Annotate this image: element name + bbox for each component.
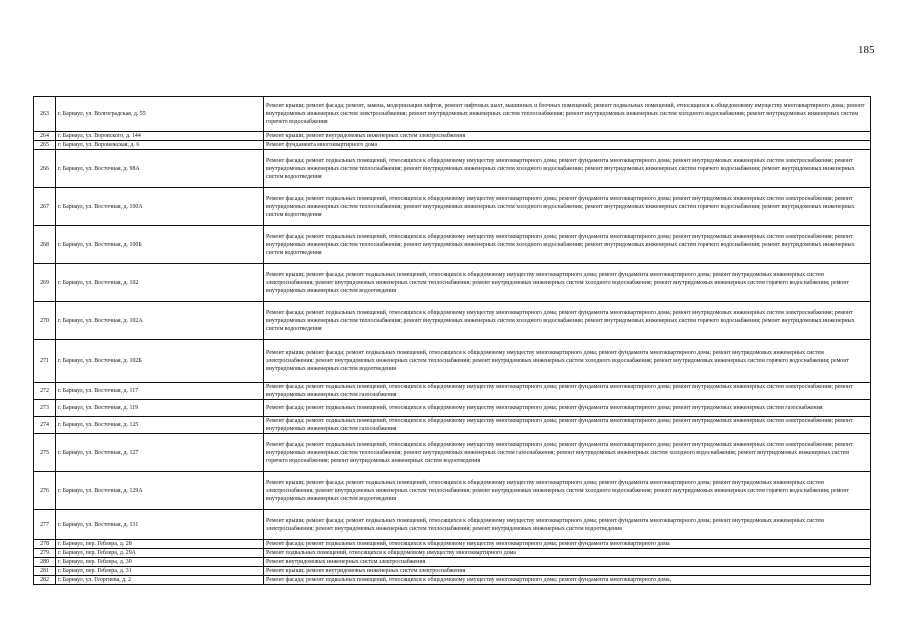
row-address: г. Барнаул, ул. Восточная, д. 117 [56,383,264,400]
row-number: 279 [34,549,56,558]
row-address: г. Барнаул, пер. Геблера, д. 29А [56,549,264,558]
row-works: Ремонт внутридомовых инженерных систем электроснабжения [264,558,871,567]
row-number: 276 [34,472,56,510]
row-address: г. Барнаул, ул. Восточная, д. 98А [56,150,264,188]
row-works: Ремонт фасада; ремонт подвальных помещений, относящихся к общедомовому имуществу многоквартирного дома; ремонт фундамента многоквартирного дома [264,540,871,549]
row-number: 271 [34,340,56,383]
row-number: 269 [34,264,56,302]
row-address: г. Барнаул, ул. Восточная, д. 102А [56,302,264,340]
row-number: 278 [34,540,56,549]
table-row [34,558,871,567]
row-works: Ремонт крыши; ремонт фасада; ремонт, замена, модернизация лифтов, ремонт лифтовых шахт, машинных и блочных помещений; ремонт подвальных помещений, относящихся к общедомовому имуществу многоквартирного дома; ремонт внутридомовых инженерных систем электроснабжения; ремонт внутридомовых инженерных систем теплоснабжения; ремонт внутридомовых инженерных систем холодного водоснабжения; ремонт внутридомовых инженерных систем горячего водоснабжения [264,97,871,132]
row-works: Ремонт крыши; ремонт внутридомовых инженерных систем электроснабжения [264,132,871,141]
row-works: Ремонт фасада; ремонт подвальных помещений, относящихся к общедомовому имуществу многоквартирного дома; ремонт фундамента многоквартирного дома; ремонт внутридомовых инженерных систем электроснабжения; ремонт внутридомовых инженерных систем теплоснабжения; ремонт внутридомовых инженерных систем холодного водоснабжения; ремонт внутридомовых инженерных систем горячего водоснабжения; ремонт внутридомовых инженерных систем водоотведения [264,226,871,264]
table-row [34,226,871,264]
row-number: 267 [34,188,56,226]
row-address: г. Барнаул, ул. Восточная, д. 119 [56,400,264,417]
row-number: 282 [34,576,56,585]
row-works: Ремонт фундамента многоквартирного дома [264,141,871,150]
page-number: 185 [858,44,875,56]
row-number: 281 [34,567,56,576]
row-address: г. Барнаул, ул. Воровского, д. 144 [56,132,264,141]
row-number: 266 [34,150,56,188]
row-number: 270 [34,302,56,340]
table-row [34,434,871,472]
row-address: г. Барнаул, ул. Восточная, д. 102 [56,264,264,302]
row-address: г. Барнаул, пер. Геблера, д. 30 [56,558,264,567]
row-address: г. Барнаул, ул. Восточная, д. 131 [56,510,264,540]
table-row [34,472,871,510]
row-works: Ремонт фасада; ремонт подвальных помещений, относящихся к общедомовому имуществу многоквартирного дома; ремонт фундамента многоквартирного дома; ремонт внутридомовых инженерных систем электроснабжения; ремонт внутридомовых инженерных систем теплоснабжения; ремонт внутридомовых инженерных систем холодного водоснабжения; ремонт внутридомовых инженерных систем горячего водоснабжения; ремонт внутридомовых инженерных систем водоотведения [264,150,871,188]
row-number: 274 [34,417,56,434]
row-works: Ремонт крыши; ремонт фасада; ремонт подвальных помещений, относящихся к общедомовому имуществу многоквартирного дома; ремонт фундамента многоквартирного дома; ремонт внутридомовых инженерных систем электроснабжения; ремонт внутридомовых инженерных систем теплоснабжения; ремонт внутридомовых инженерных систем холодного водоснабжения; ремонт внутридомовых инженерных систем горячего водоснабжения; ремонт внутридомовых инженерных систем водоотведения [264,264,871,302]
row-works: Ремонт крыши; ремонт внутридомовых инженерных систем электроснабжения [264,567,871,576]
row-number: 277 [34,510,56,540]
row-works: Ремонт фасада; ремонт подвальных помещений, относящихся к общедомовому имуществу многоквартирного дома; ремонт фундамента многоквартирного дома; ремонт внутридомовых инженерных систем электроснабжения; ремонт внутридомовых инженерных систем газоснабжения [264,417,871,434]
row-address: г. Барнаул, ул. Восточная, д. 125 [56,417,264,434]
table-row [34,576,871,585]
row-works: Ремонт фасада; ремонт подвальных помещений, относящихся к общедомовому имуществу многоквартирного дома; ремонт фундамента многоквартирного дома; ремонт внутридомовых инженерных систем электроснабжения; ремонт внутридомовых инженерных систем теплоснабжения; ремонт внутридомовых инженерных систем холодного водоснабжения; ремонт внутридомовых инженерных систем горячего водоснабжения; ремонт внутридомовых инженерных систем водоотведения [264,302,871,340]
row-works: Ремонт фасада; ремонт подвальных помещений, относящихся к общедомовому имуществу многоквартирного дома; ремонт фундамента многоквартирного дома; ремонт внутридомовых инженерных систем электроснабжения; ремонт внутридомовых инженерных систем теплоснабжения; ремонт внутридомовых инженерных систем газоснабжения; ремонт внутридомовых инженерных систем холодного водоснабжения; ремонт внутридомовых инженерных систем горячего водоснабжения; ремонт внутридомовых инженерных систем водоотведения [264,434,871,472]
row-works: Ремонт подвальных помещений, относящихся к общедомовому имуществу многоквартирного дома [264,549,871,558]
table-row [34,383,871,400]
row-number: 263 [34,97,56,132]
row-works: Ремонт фасада; ремонт подвальных помещений, относящихся к общедомовому имуществу многоквартирного дома; ремонт фундамента многоквартирного дома; ремонт внутридомовых инженерных систем электроснабжения; ремонт внутридомовых инженерных систем газоснабжения [264,383,871,400]
table-row [34,340,871,383]
row-works: Ремонт фасада; ремонт подвальных помещений, относящихся к общедомовому имуществу многоквартирного дома; ремонт фундамента многоквартирного дома; ремонт внутридомовых инженерных систем газоснабжения [264,400,871,417]
table-row [34,417,871,434]
table-row [34,132,871,141]
row-number: 273 [34,400,56,417]
row-address: г. Барнаул, пер. Геблера, д. 28 [56,540,264,549]
row-address: г. Барнаул, ул. Восточная, д. 100А [56,188,264,226]
row-address: г. Барнаул, ул. Восточная, д. 102Б [56,340,264,383]
table-row [34,540,871,549]
row-works: Ремонт фасада; ремонт подвальных помещений, относящихся к общедомовому имуществу многоквартирного дома; ремонт фундамента многоквартирного дома; ремонт внутридомовых инженерных систем электроснабжения; ремонт внутридомовых инженерных систем теплоснабжения; ремонт внутридомовых инженерных систем холодного водоснабжения; ремонт внутридомовых инженерных систем горячего водоснабжения; ремонт внутридомовых инженерных систем водоотведения [264,188,871,226]
table-row [34,510,871,540]
row-address: г. Барнаул, ул. Георгиева, д. 2 [56,576,264,585]
row-number: 280 [34,558,56,567]
row-number: 275 [34,434,56,472]
row-address: г. Барнаул, ул. Восточная, д. 127 [56,434,264,472]
table-row [34,567,871,576]
table-row [34,97,871,132]
row-works: Ремонт фасада; ремонт подвальных помещений, относящихся к общедомовому имуществу многоквартирного дома; ремонт фундамента многоквартирного дома, [264,576,871,585]
row-number: 265 [34,141,56,150]
row-number: 268 [34,226,56,264]
table-row [34,400,871,417]
row-number: 264 [34,132,56,141]
row-address: г. Барнаул, ул. Восточная, д. 100Б [56,226,264,264]
table-row [34,302,871,340]
row-address: г. Барнаул, ул. Воронежская, д. 6 [56,141,264,150]
row-works: Ремонт крыши; ремонт фасада; ремонт подвальных помещений, относящихся к общедомовому имуществу многоквартирного дома; ремонт фундамента многоквартирного дома; ремонт внутридомовых инженерных систем электроснабжения; ремонт внутридомовых инженерных систем теплоснабжения; ремонт внутридомовых инженерных систем холодного водоснабжения; ремонт внутридомовых инженерных систем горячего водоснабжения; ремонт внутридомовых инженерных систем водоотведения [264,472,871,510]
row-address: г. Барнаул, ул. Восточная, д. 129А [56,472,264,510]
table-row [34,141,871,150]
table-row [34,150,871,188]
table-row [34,549,871,558]
row-works: Ремонт крыши; ремонт фасада; ремонт подвальных помещений, относящихся к общедомовому имуществу многоквартирного дома; ремонт фундамента многоквартирного дома; ремонт внутридомовых инженерных систем электроснабжения; ремонт внутридомовых инженерных систем теплоснабжения; ремонт внутридомовых инженерных систем водоотведения [264,510,871,540]
row-address: г. Барнаул, ул. Волгоградская, д. 55 [56,97,264,132]
row-works: Ремонт крыши; ремонт фасада; ремонт подвальных помещений, относящихся к общедомовому имуществу многоквартирного дома; ремонт фундамента многоквартирного дома; ремонт внутридомовых инженерных систем электроснабжения; ремонт внутридомовых инженерных систем теплоснабжения; ремонт внутридомовых инженерных систем холодного водоснабжения; ремонт внутридомовых инженерных систем горячего водоснабжения; ремонт внутридомовых инженерных систем водоотведения [264,340,871,383]
row-number: 272 [34,383,56,400]
repair-works-table [33,96,871,585]
row-address: г. Барнаул, пер. Геблера, д. 31 [56,567,264,576]
table-row [34,188,871,226]
table-row [34,264,871,302]
